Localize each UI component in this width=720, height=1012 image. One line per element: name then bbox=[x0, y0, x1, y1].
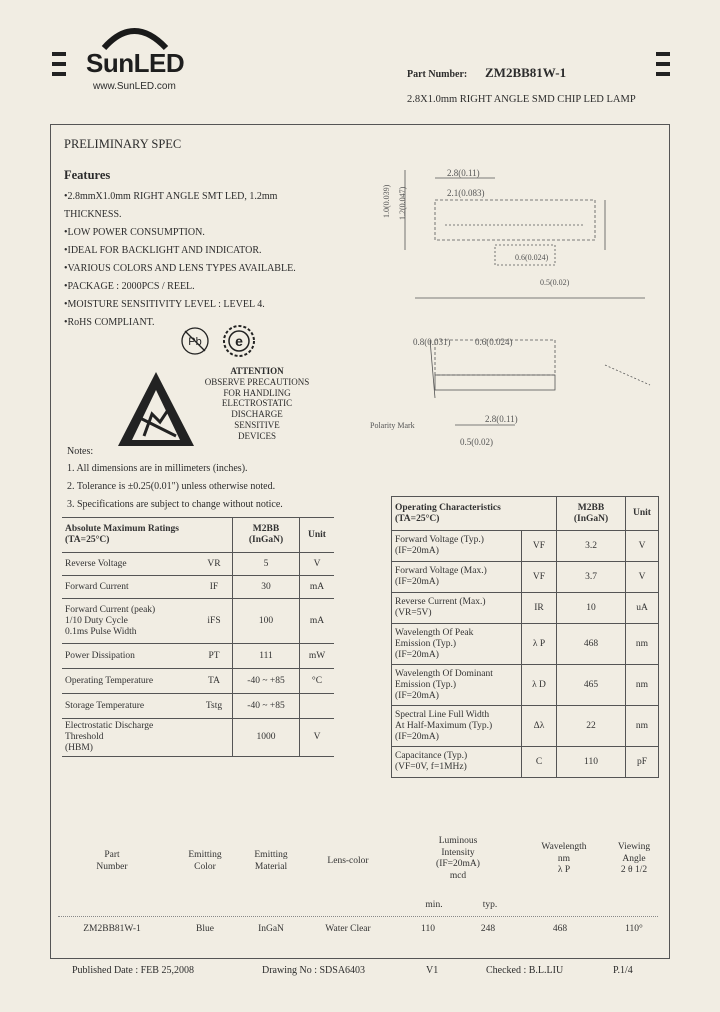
op-param: Forward Voltage (Max.) (IF=20mA) bbox=[392, 562, 522, 593]
brand-logo: SunLED bbox=[86, 48, 185, 78]
op-value: 465 bbox=[557, 665, 626, 706]
op-param: Reverse Current (Max.) (VR=5V) bbox=[392, 593, 522, 624]
dim-label: 0.8(0.031) bbox=[413, 337, 451, 347]
feature-item: •VARIOUS COLORS AND LENS TYPES AVAILABLE. bbox=[64, 263, 296, 274]
sel-row-lens: Water Clear bbox=[325, 924, 371, 934]
abs-unit: V bbox=[300, 553, 335, 576]
dim-label: 1.0(0.039) bbox=[382, 184, 391, 218]
abs-symbol: VR bbox=[196, 553, 233, 576]
package-drawing bbox=[370, 160, 665, 460]
website[interactable]: www.SunLED.com bbox=[93, 81, 176, 92]
op-symbol: λ D bbox=[522, 665, 557, 706]
abs-param: Electrostatic Discharge Threshold (HBM) bbox=[62, 719, 196, 757]
abs-max-col1: M2BB bbox=[252, 524, 280, 534]
op-unit: pF bbox=[626, 747, 659, 778]
abs-unit bbox=[300, 694, 335, 719]
abs-symbol: Tstg bbox=[196, 694, 233, 719]
abs-symbol bbox=[196, 719, 233, 757]
abs-param: Power Dissipation bbox=[62, 644, 196, 669]
op-unit: V bbox=[626, 531, 659, 562]
esd-warning-icon bbox=[116, 370, 196, 448]
part-number: ZM2BB81W-1 bbox=[485, 65, 567, 80]
page-number: P.1/4 bbox=[613, 965, 633, 976]
op-char-unit-header: Unit bbox=[626, 497, 659, 531]
abs-param: Storage Temperature bbox=[62, 694, 196, 719]
op-unit: nm bbox=[626, 624, 659, 665]
abs-value: 5 bbox=[233, 553, 300, 576]
features-title: Features bbox=[64, 168, 111, 182]
abs-value: 1000 bbox=[233, 719, 300, 757]
attention-line: ATTENTION bbox=[230, 366, 284, 376]
op-unit: nm bbox=[626, 665, 659, 706]
sel-typ-label: typ. bbox=[482, 900, 498, 910]
sel-row-angle: 110° bbox=[625, 924, 643, 934]
abs-max-row bbox=[62, 694, 334, 719]
abs-max-col2: (InGaN) bbox=[248, 535, 284, 545]
abs-value: 111 bbox=[233, 644, 300, 669]
features-list bbox=[64, 188, 324, 332]
op-char-row bbox=[392, 593, 659, 624]
feature-item: •RoHS COMPLIANT. bbox=[64, 317, 155, 328]
op-param: Spectral Line Full Width At Half-Maximum (Typ.) (IF=20mA) bbox=[392, 706, 522, 747]
part-number-label: Part Number: bbox=[407, 69, 468, 80]
abs-max-col-header bbox=[233, 518, 300, 553]
abs-max-row bbox=[62, 669, 334, 694]
feature-item: •MOISTURE SENSITIVITY LEVEL : LEVEL 4. bbox=[64, 299, 265, 310]
op-value: 22 bbox=[557, 706, 626, 747]
op-param: Wavelength Of Dominant Emission (Typ.) (IF=20mA) bbox=[392, 665, 522, 706]
sel-row-material: InGaN bbox=[258, 924, 284, 934]
sel-row-wavelength: 468 bbox=[552, 924, 568, 934]
sel-header-part: Part Number bbox=[96, 850, 128, 872]
op-symbol: VF bbox=[522, 562, 557, 593]
feature-item: •PACKAGE : 2000PCS / REEL. bbox=[64, 281, 195, 292]
dim-label: 0.5(0.02) bbox=[540, 278, 570, 287]
abs-value: -40 ~ +85 bbox=[233, 669, 300, 694]
dim-label: 2.1(0.083) bbox=[447, 188, 485, 198]
feature-item: THICKNESS. bbox=[64, 209, 122, 220]
abs-value: -40 ~ +85 bbox=[233, 694, 300, 719]
sel-row-typ: 248 bbox=[480, 924, 496, 934]
abs-value: 100 bbox=[233, 599, 300, 644]
op-value: 3.2 bbox=[557, 531, 626, 562]
left-header-bars bbox=[52, 52, 66, 82]
op-char-title-2: (TA=25°C) bbox=[395, 513, 440, 524]
logo-arc-icon bbox=[96, 20, 172, 50]
pb-free-icon bbox=[180, 326, 210, 356]
sel-row-color: Blue bbox=[196, 924, 214, 934]
attention-line: FOR HANDLING bbox=[223, 387, 291, 398]
dim-label: 2.8(0.11) bbox=[447, 168, 480, 178]
op-char-title-1: Operating Characteristics bbox=[395, 502, 501, 513]
abs-max-row bbox=[62, 576, 334, 599]
sel-header-material: Emitting Material bbox=[254, 850, 288, 872]
sel-row-min: 110 bbox=[421, 924, 435, 934]
attention-line: ELECTROSTATIC bbox=[221, 398, 293, 409]
dim-label: 0.6(0.024) bbox=[515, 253, 549, 262]
right-header-bars bbox=[656, 52, 670, 82]
op-symbol: VF bbox=[522, 531, 557, 562]
footer-rule bbox=[50, 958, 670, 959]
abs-symbol: IF bbox=[196, 576, 233, 599]
op-char-row bbox=[392, 747, 659, 778]
published-date: Published Date : FEB 25,2008 bbox=[72, 965, 194, 976]
abs-max-row bbox=[62, 719, 334, 757]
abs-max-title-1: Absolute Maximum Ratings bbox=[65, 524, 180, 534]
rohs-label: e bbox=[235, 333, 243, 349]
op-char-table bbox=[391, 496, 659, 778]
op-value: 3.7 bbox=[557, 562, 626, 593]
attention-line: DISCHARGE bbox=[231, 409, 283, 420]
op-char-title bbox=[392, 497, 557, 531]
abs-max-row bbox=[62, 644, 334, 669]
feature-item: •2.8mmX1.0mm RIGHT ANGLE SMT LED, 1.2mm bbox=[64, 191, 278, 202]
abs-max-title bbox=[62, 518, 233, 553]
op-symbol: Δλ bbox=[522, 706, 557, 747]
abs-unit: mW bbox=[300, 644, 335, 669]
op-param: Capacitance (Typ.) (VF=0V, f=1MHz) bbox=[392, 747, 522, 778]
polarity-mark-label: Polarity Mark bbox=[370, 421, 415, 430]
dim-label: 1.2(0.047) bbox=[398, 186, 407, 220]
op-value: 10 bbox=[557, 593, 626, 624]
note-1: 1. All dimensions are in millimeters (inches). bbox=[67, 463, 248, 474]
op-symbol: IR bbox=[522, 593, 557, 624]
abs-symbol: TA bbox=[196, 669, 233, 694]
op-symbol: C bbox=[522, 747, 557, 778]
sel-header-intensity: Luminous Intensity (IF=20mA) mcd bbox=[436, 836, 480, 881]
abs-unit: mA bbox=[300, 599, 335, 644]
sel-header-angle: Viewing Angle 2 θ 1/2 bbox=[617, 842, 651, 875]
pb-label: Pb bbox=[188, 336, 202, 348]
feature-item: •IDEAL FOR BACKLIGHT AND INDICATOR. bbox=[64, 245, 262, 256]
abs-symbol: iFS bbox=[196, 599, 233, 644]
op-param: Forward Voltage (Typ.) (IF=20mA) bbox=[392, 531, 522, 562]
op-param: Wavelength Of Peak Emission (Typ.) (IF=20mA) bbox=[392, 624, 522, 665]
subtitle: 2.8X1.0mm RIGHT ANGLE SMD CHIP LED LAMP bbox=[407, 94, 636, 105]
sel-row-part: ZM2BB81W-1 bbox=[83, 924, 141, 934]
op-char-row bbox=[392, 665, 659, 706]
abs-param: Forward Current bbox=[62, 576, 196, 599]
op-char-col-header bbox=[557, 497, 626, 531]
abs-unit: °C bbox=[300, 669, 335, 694]
abs-max-row bbox=[62, 553, 334, 576]
op-char-row bbox=[392, 624, 659, 665]
sel-header-color: Emitting Color bbox=[188, 850, 222, 872]
spec-title: PRELIMINARY SPEC bbox=[64, 137, 182, 151]
feature-item: •LOW POWER CONSUMPTION. bbox=[64, 227, 205, 238]
op-char-row bbox=[392, 562, 659, 593]
op-value: 468 bbox=[557, 624, 626, 665]
op-symbol: λ P bbox=[522, 624, 557, 665]
note-2: 2. Tolerance is ±0.25(0.01") unless otherwise noted. bbox=[67, 481, 276, 492]
dim-label: 2.8(0.11) bbox=[485, 414, 518, 424]
sel-header-lens: Lens-color bbox=[327, 856, 369, 866]
abs-value: 30 bbox=[233, 576, 300, 599]
abs-symbol: PT bbox=[196, 644, 233, 669]
note-3: 3. Specifications are subject to change without notice. bbox=[67, 499, 283, 510]
op-char-row bbox=[392, 706, 659, 747]
notes-title: Notes: bbox=[67, 446, 94, 457]
abs-max-title-2: (TA=25°C) bbox=[65, 535, 110, 545]
dim-label: 0.6(0.024) bbox=[475, 337, 513, 347]
sel-divider bbox=[58, 916, 658, 917]
op-char-col2: (InGaN) bbox=[573, 513, 609, 524]
op-unit: V bbox=[626, 562, 659, 593]
sel-header-wavelength: Wavelength nm λ P bbox=[541, 842, 587, 875]
abs-unit: V bbox=[300, 719, 335, 757]
abs-param: Operating Temperature bbox=[62, 669, 196, 694]
sel-min-label: min. bbox=[425, 900, 443, 910]
abs-max-unit-header: Unit bbox=[300, 518, 335, 553]
attention-text bbox=[196, 366, 318, 442]
checked-by: Checked : B.L.LIU bbox=[486, 965, 564, 976]
op-unit: uA bbox=[626, 593, 659, 624]
op-value: 110 bbox=[557, 747, 626, 778]
op-unit: nm bbox=[626, 706, 659, 747]
abs-max-table bbox=[62, 517, 334, 757]
op-char-row bbox=[392, 531, 659, 562]
abs-param: Forward Current (peak) 1/10 Duty Cycle 0.1ms Pulse Width bbox=[62, 599, 196, 644]
rohs-icon bbox=[222, 324, 256, 358]
attention-line: DEVICES bbox=[238, 430, 276, 441]
op-char-col1: M2BB bbox=[577, 502, 605, 513]
abs-unit: mA bbox=[300, 576, 335, 599]
version: V1 bbox=[426, 965, 439, 976]
attention-line: OBSERVE PRECAUTIONS bbox=[204, 376, 310, 387]
abs-param: Reverse Voltage bbox=[62, 553, 196, 576]
attention-line: SENSITIVE bbox=[234, 419, 280, 430]
dim-label: 0.5(0.02) bbox=[460, 437, 493, 447]
drawing-number: Drawing No : SDSA6403 bbox=[262, 965, 366, 976]
abs-max-row bbox=[62, 599, 334, 644]
